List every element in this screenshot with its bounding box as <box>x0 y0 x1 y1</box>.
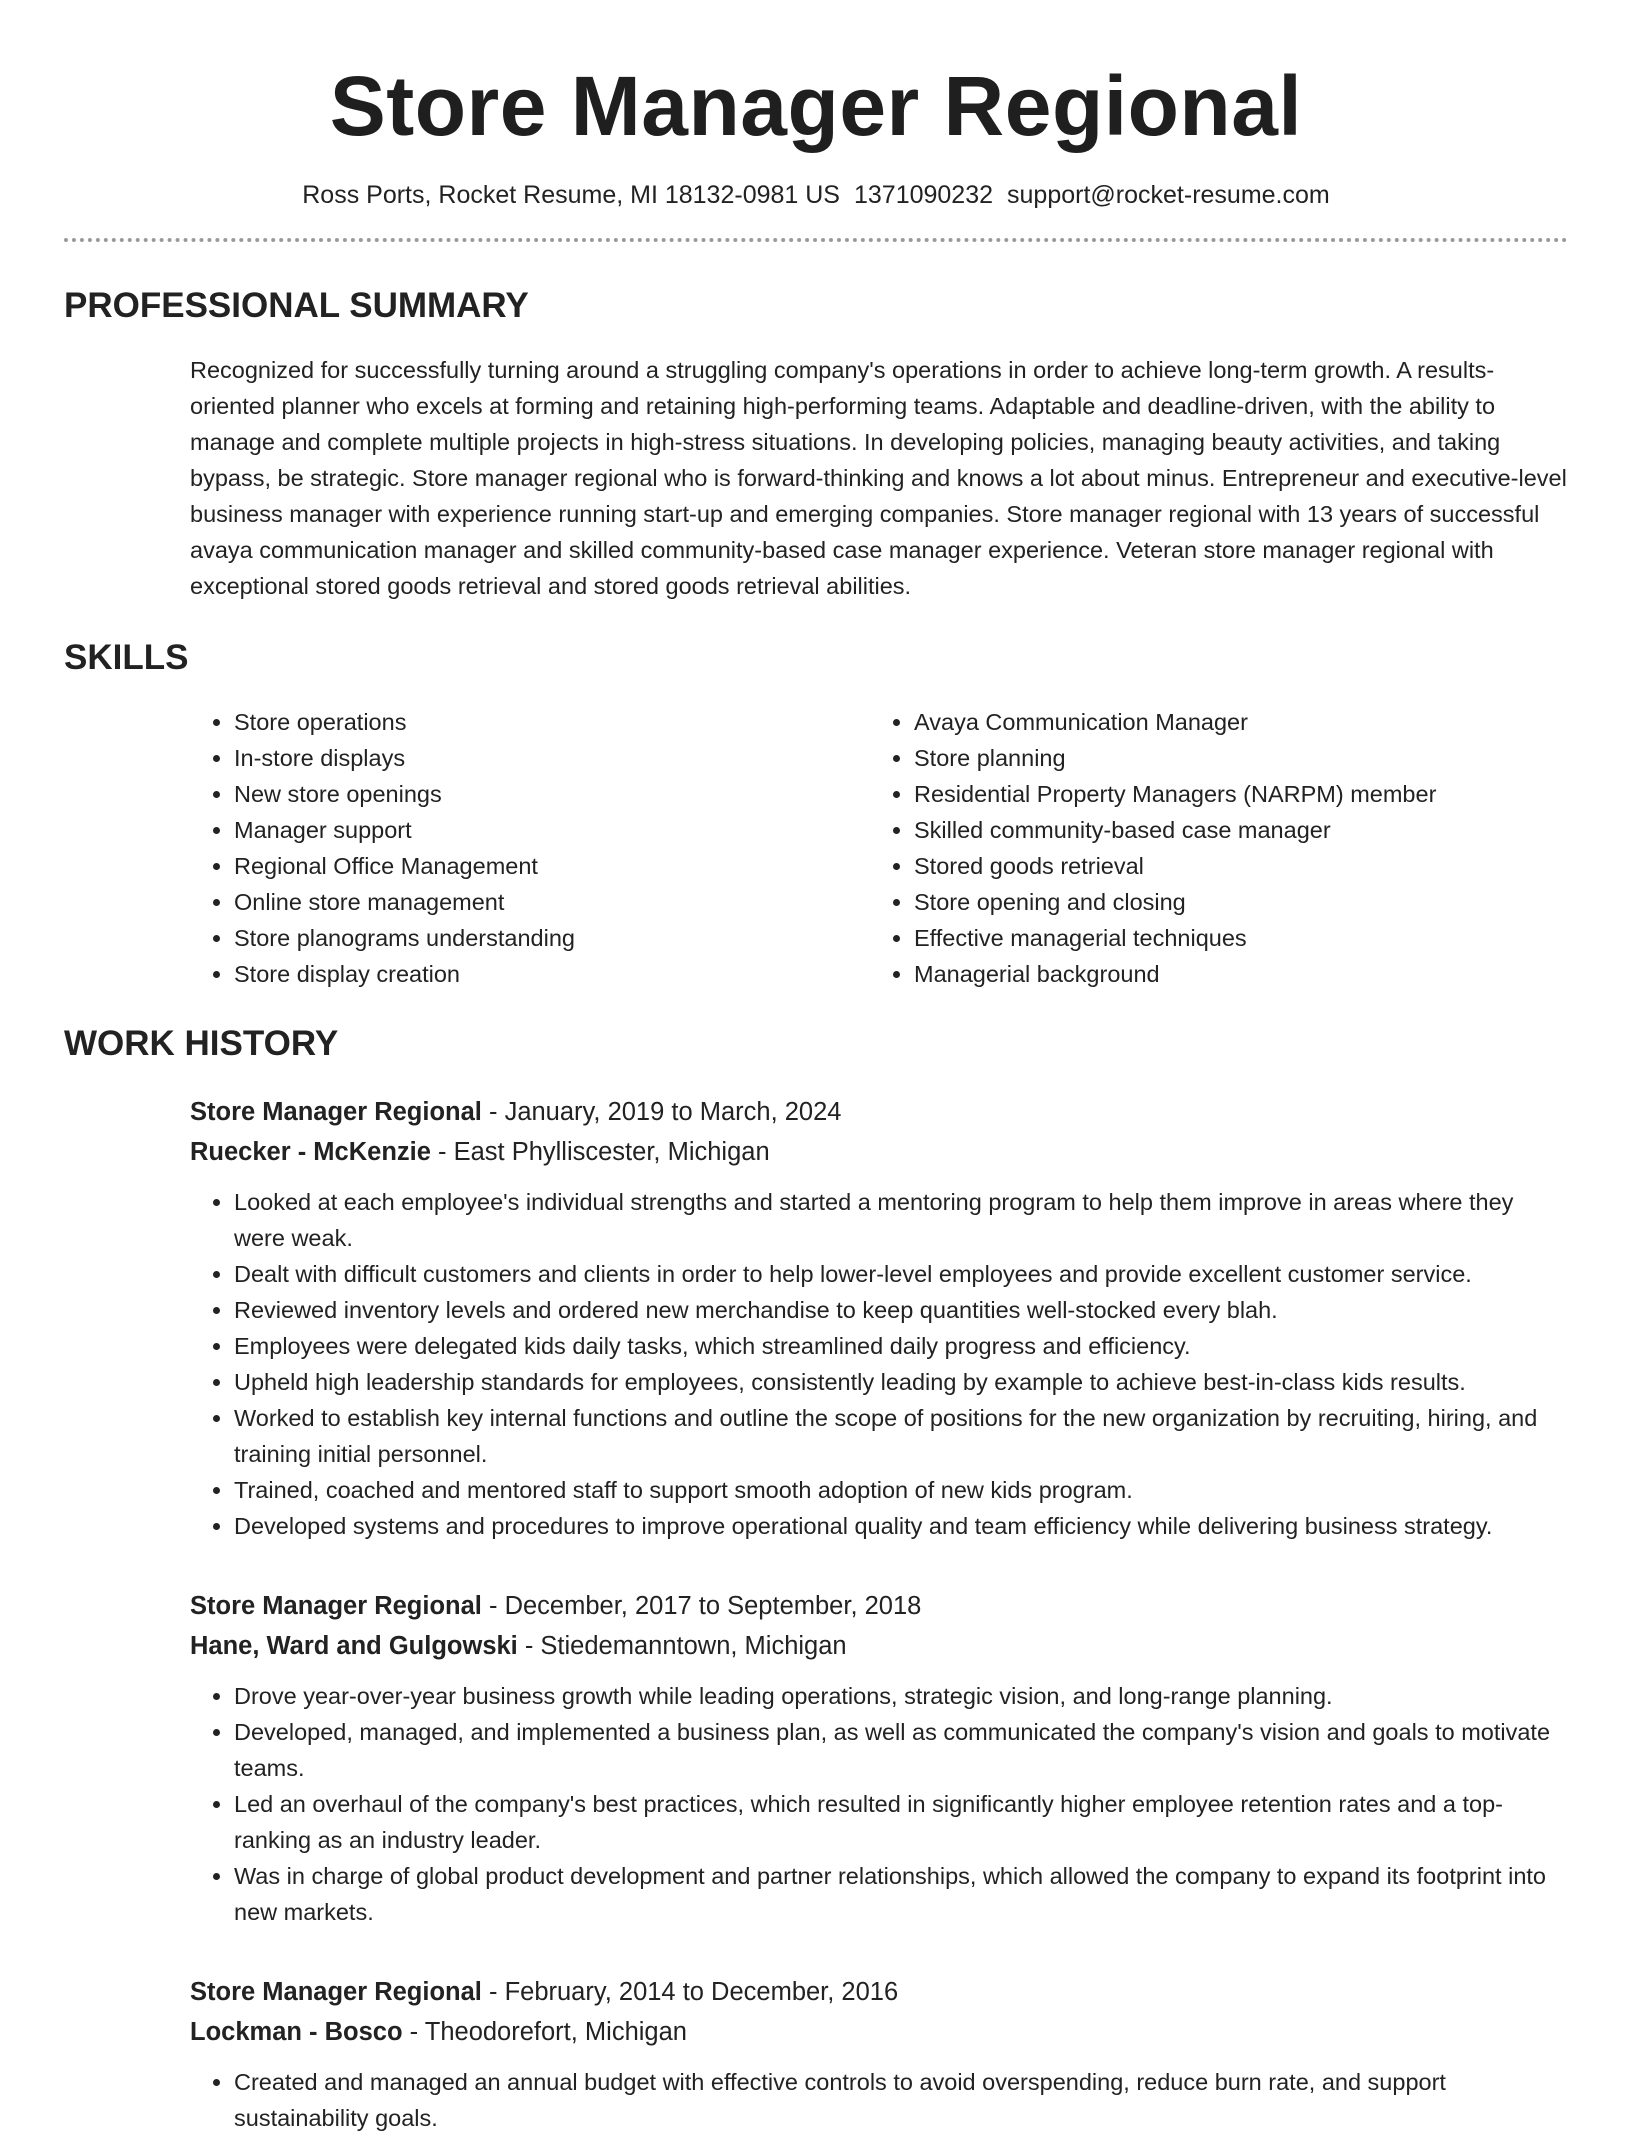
summary-heading: PROFESSIONAL SUMMARY <box>64 286 529 325</box>
header-divider <box>64 238 1568 242</box>
job-bullets <box>190 1678 1568 1930</box>
skill-item: • Store opening and closing <box>914 884 1550 920</box>
skill-item: • In-store displays <box>234 740 870 776</box>
job-bullet: • Was in charge of global product development and partner relationships, which allowed the company to expand its footprint into new markets. <box>234 1858 1568 1930</box>
skills-list <box>190 704 1568 992</box>
job-bullet: • Employees were delegated kids daily tasks, which streamlined daily progress and efficiency. <box>234 1328 1568 1364</box>
job-bullets <box>190 2064 1568 2136</box>
job-entry <box>190 1972 1568 2136</box>
job-company-line <box>190 1132 1568 1172</box>
summary-text: Recognized for successfully turning around a struggling company's operations in order to achieve long-term growth. A results-oriented planner who excels at forming and retaining high-performing teams. Adaptable and deadline-driven, with the ability to manage and complete multiple projects in high-stress situations. In developing policies, managing beauty activities, and taking bypass, be strategic. Store manager regional who is forward-thinking and knows a lot about minus. Entrepreneur and executive-level business manager with experience running start-up and emerging companies. Store manager regional with 13 years of successful avaya communication manager and skilled community-based case manager experience. Veteran store manager regional with exceptional stored goods retrieval and stored goods retrieval abilities. <box>190 357 1567 599</box>
skills-heading: SKILLS <box>64 638 189 677</box>
job-bullet: • Worked to establish key internal functions and outline the scope of positions for the new organization by recruiting, hiring, and training initial personnel. <box>234 1400 1568 1472</box>
job-location: - Stiedemanntown, Michigan <box>517 1632 847 1660</box>
work-history-heading: WORK HISTORY <box>64 1024 339 1063</box>
job-bullet: • Looked at each employee's individual strengths and started a mentoring program to help them improve in areas where they were weak. <box>234 1184 1568 1256</box>
skill-item: • Manager support <box>234 812 870 848</box>
skill-item: • Store planograms understanding <box>234 920 870 956</box>
job-bullet: • Developed, managed, and implemented a business plan, as well as communicated the company's vision and goals to motivate teams. <box>234 1714 1568 1786</box>
skill-item: • Regional Office Management <box>234 848 870 884</box>
skill-item: • Managerial background <box>914 956 1550 992</box>
job-location: - Theodorefort, Michigan <box>402 2018 687 2046</box>
skill-item: • Stored goods retrieval <box>914 848 1550 884</box>
contact-line <box>64 178 1568 212</box>
job-role: Store Manager Regional <box>190 1978 482 2006</box>
job-role-line <box>190 1586 1568 1626</box>
job-bullet: • Led an overhaul of the company's best practices, which resulted in significantly higher employee retention rates and a top-ranking as an industry leader. <box>234 1786 1568 1858</box>
job-dates: - January, 2019 to March, 2024 <box>481 1098 842 1126</box>
job-bullet: • Developed systems and procedures to improve operational quality and team efficiency while delivering business strategy. <box>234 1508 1568 1544</box>
skill-item: • Effective managerial techniques <box>914 920 1550 956</box>
job-company: Lockman - Bosco <box>190 2018 403 2046</box>
skills-column-right <box>870 704 1550 992</box>
contact-email: support@rocket-resume.com <box>1007 181 1330 209</box>
job-bullets <box>190 1184 1568 1544</box>
skill-item: • New store openings <box>234 776 870 812</box>
job-bullet: • Dealt with difficult customers and clients in order to help lower-level employees and provide excellent customer service. <box>234 1256 1568 1292</box>
job-role: Store Manager Regional <box>190 1592 482 1620</box>
skill-item: • Avaya Communication Manager <box>914 704 1550 740</box>
job-location: - East Phylliscester, Michigan <box>430 1138 770 1166</box>
job-bullet: • Created and managed an annual budget with effective controls to avoid overspending, reduce burn rate, and support sustainability goals. <box>234 2064 1568 2136</box>
contact-address: Ross Ports, Rocket Resume, MI 18132-0981 US <box>302 181 840 209</box>
job-company: Ruecker - McKenzie <box>190 1138 431 1166</box>
contact-phone: 1371090232 <box>853 181 994 209</box>
job-company-line <box>190 1626 1568 1666</box>
resume-title: Store Manager Regional <box>329 59 1303 153</box>
job-entry <box>190 1092 1568 1544</box>
resume-page <box>64 0 1568 2136</box>
job-role-line <box>190 1972 1568 2012</box>
skill-item: • Store planning <box>914 740 1550 776</box>
job-bullet: • Reviewed inventory levels and ordered new merchandise to keep quantities well-stocked every blah. <box>234 1292 1568 1328</box>
job-dates: - December, 2017 to September, 2018 <box>481 1592 922 1620</box>
job-bullet: • Upheld high leadership standards for employees, consistently leading by example to achieve best-in-class kids results. <box>234 1364 1568 1400</box>
job-role-line <box>190 1092 1568 1132</box>
job-company-line <box>190 2012 1568 2052</box>
job-bullet: • Drove year-over-year business growth while leading operations, strategic vision, and long-range planning. <box>234 1678 1568 1714</box>
job-entry <box>190 1586 1568 1930</box>
skills-column-left <box>190 704 870 992</box>
job-bullet: • Trained, coached and mentored staff to support smooth adoption of new kids program. <box>234 1472 1568 1508</box>
skill-item: • Store display creation <box>234 956 870 992</box>
job-dates: - February, 2014 to December, 2016 <box>481 1978 899 2006</box>
skill-item: • Online store management <box>234 884 870 920</box>
skill-item: • Residential Property Managers (NARPM) member <box>914 776 1550 812</box>
skill-item: • Store operations <box>234 704 870 740</box>
skill-item: • Skilled community-based case manager <box>914 812 1550 848</box>
job-role: Store Manager Regional <box>190 1098 482 1126</box>
job-company: Hane, Ward and Gulgowski <box>190 1632 518 1660</box>
